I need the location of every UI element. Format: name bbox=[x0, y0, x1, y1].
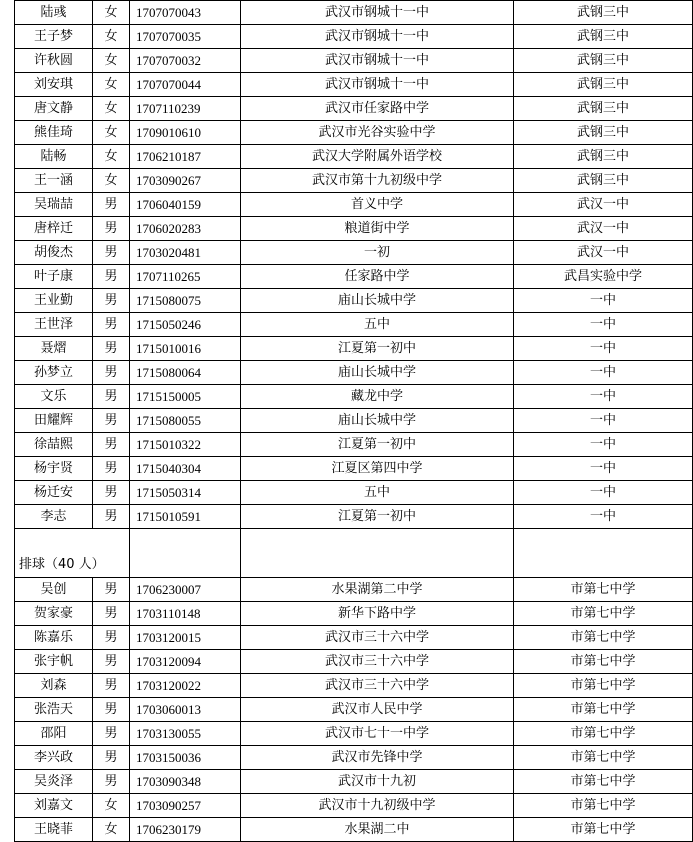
gender-cell: 女 bbox=[93, 97, 130, 121]
admitted-school-cell: 一中 bbox=[514, 337, 693, 361]
junior-school-cell: 五中 bbox=[241, 313, 514, 337]
gender-cell: 男 bbox=[93, 361, 130, 385]
student-name-cell: 叶子康 bbox=[15, 265, 93, 289]
gender-cell: 女 bbox=[93, 25, 130, 49]
student-number-cell: 1707110265 bbox=[130, 265, 241, 289]
student-number-cell: 1715080075 bbox=[130, 289, 241, 313]
table-row bbox=[15, 457, 693, 481]
student-name-cell: 张宇帆 bbox=[15, 650, 93, 674]
junior-school-cell: 武汉市三十六中学 bbox=[241, 650, 514, 674]
table-row bbox=[15, 361, 693, 385]
student-name-cell: 唐梓迁 bbox=[15, 217, 93, 241]
student-number-cell: 1715150005 bbox=[130, 385, 241, 409]
junior-school-cell: 武汉市光谷实验中学 bbox=[241, 121, 514, 145]
student-name-cell: 陆彧 bbox=[15, 1, 93, 25]
gender-cell: 女 bbox=[93, 1, 130, 25]
student-number-cell: 1706230007 bbox=[130, 578, 241, 602]
table-row bbox=[15, 145, 693, 169]
table-cell-empty bbox=[130, 529, 241, 578]
student-number-cell: 1703120022 bbox=[130, 674, 241, 698]
student-number-cell: 1706020283 bbox=[130, 217, 241, 241]
table-row bbox=[15, 818, 693, 842]
table-row bbox=[15, 169, 693, 193]
junior-school-cell: 江夏第一初中 bbox=[241, 433, 514, 457]
student-number-cell: 1703020481 bbox=[130, 241, 241, 265]
student-number-cell: 1703090267 bbox=[130, 169, 241, 193]
student-name-cell: 李志 bbox=[15, 505, 93, 529]
student-number-cell: 1707110239 bbox=[130, 97, 241, 121]
admitted-school-cell: 一中 bbox=[514, 313, 693, 337]
admitted-school-cell: 市第七中学 bbox=[514, 602, 693, 626]
admitted-school-cell: 市第七中学 bbox=[514, 650, 693, 674]
table-row bbox=[15, 193, 693, 217]
table-row bbox=[15, 217, 693, 241]
junior-school-cell: 武汉市三十六中学 bbox=[241, 626, 514, 650]
student-name-cell: 李兴政 bbox=[15, 746, 93, 770]
gender-cell: 男 bbox=[93, 722, 130, 746]
section-header-row bbox=[15, 529, 693, 578]
student-name-cell: 许秋圆 bbox=[15, 49, 93, 73]
student-name-cell: 陆畅 bbox=[15, 145, 93, 169]
table-row bbox=[15, 409, 693, 433]
junior-school-cell: 武汉大学附属外语学校 bbox=[241, 145, 514, 169]
student-name-cell: 胡俊杰 bbox=[15, 241, 93, 265]
gender-cell: 男 bbox=[93, 674, 130, 698]
student-name-cell: 王子梦 bbox=[15, 25, 93, 49]
table-row bbox=[15, 49, 693, 73]
table-row bbox=[15, 433, 693, 457]
table-row bbox=[15, 289, 693, 313]
student-number-cell: 1706230179 bbox=[130, 818, 241, 842]
student-name-cell: 刘嘉文 bbox=[15, 794, 93, 818]
table-row bbox=[15, 241, 693, 265]
student-number-cell: 1707070043 bbox=[130, 1, 241, 25]
junior-school-cell: 武汉市钢城十一中 bbox=[241, 1, 514, 25]
student-number-cell: 1703090257 bbox=[130, 794, 241, 818]
admitted-school-cell: 武钢三中 bbox=[514, 25, 693, 49]
gender-cell: 男 bbox=[93, 481, 130, 505]
gender-cell: 男 bbox=[93, 698, 130, 722]
student-number-cell: 1715050246 bbox=[130, 313, 241, 337]
junior-school-cell: 武汉市钢城十一中 bbox=[241, 25, 514, 49]
student-name-cell: 孙梦立 bbox=[15, 361, 93, 385]
student-name-cell: 陈嘉乐 bbox=[15, 626, 93, 650]
admitted-school-cell: 一中 bbox=[514, 457, 693, 481]
roster-top-section bbox=[15, 1, 693, 529]
junior-school-cell: 武汉市人民中学 bbox=[241, 698, 514, 722]
student-name-cell: 王世泽 bbox=[15, 313, 93, 337]
junior-school-cell: 武汉市十九初级中学 bbox=[241, 794, 514, 818]
student-number-cell: 1707070032 bbox=[130, 49, 241, 73]
student-number-cell: 1715080064 bbox=[130, 361, 241, 385]
table-row bbox=[15, 746, 693, 770]
gender-cell: 女 bbox=[93, 169, 130, 193]
table-row bbox=[15, 25, 693, 49]
gender-cell: 男 bbox=[93, 385, 130, 409]
student-name-cell: 熊佳琦 bbox=[15, 121, 93, 145]
table-row bbox=[15, 313, 693, 337]
roster-section-break bbox=[15, 529, 693, 578]
junior-school-cell: 新华下路中学 bbox=[241, 602, 514, 626]
admitted-school-cell: 市第七中学 bbox=[514, 794, 693, 818]
gender-cell: 男 bbox=[93, 241, 130, 265]
student-number-cell: 1715040304 bbox=[130, 457, 241, 481]
junior-school-cell: 首义中学 bbox=[241, 193, 514, 217]
junior-school-cell: 水果湖第二中学 bbox=[241, 578, 514, 602]
student-name-cell: 王晓菲 bbox=[15, 818, 93, 842]
gender-cell: 男 bbox=[93, 193, 130, 217]
gender-cell: 男 bbox=[93, 337, 130, 361]
gender-cell: 女 bbox=[93, 818, 130, 842]
junior-school-cell: 武汉市三十六中学 bbox=[241, 674, 514, 698]
admitted-school-cell: 一中 bbox=[514, 385, 693, 409]
admitted-school-cell: 一中 bbox=[514, 505, 693, 529]
admitted-school-cell: 武钢三中 bbox=[514, 121, 693, 145]
table-row bbox=[15, 505, 693, 529]
table-row bbox=[15, 578, 693, 602]
table-row bbox=[15, 770, 693, 794]
student-name-cell: 杨宇贤 bbox=[15, 457, 93, 481]
junior-school-cell: 庙山长城中学 bbox=[241, 289, 514, 313]
student-number-cell: 1715050314 bbox=[130, 481, 241, 505]
junior-school-cell: 江夏第一初中 bbox=[241, 337, 514, 361]
junior-school-cell: 江夏区第四中学 bbox=[241, 457, 514, 481]
junior-school-cell: 五中 bbox=[241, 481, 514, 505]
gender-cell: 男 bbox=[93, 265, 130, 289]
student-name-cell: 王业勤 bbox=[15, 289, 93, 313]
admitted-school-cell: 武钢三中 bbox=[514, 1, 693, 25]
admitted-school-cell: 武钢三中 bbox=[514, 49, 693, 73]
gender-cell: 男 bbox=[93, 433, 130, 457]
gender-cell: 男 bbox=[93, 409, 130, 433]
junior-school-cell: 江夏第一初中 bbox=[241, 505, 514, 529]
gender-cell: 女 bbox=[93, 121, 130, 145]
junior-school-cell: 庙山长城中学 bbox=[241, 409, 514, 433]
student-name-cell: 邵阳 bbox=[15, 722, 93, 746]
gender-cell: 女 bbox=[93, 145, 130, 169]
student-number-cell: 1715010591 bbox=[130, 505, 241, 529]
gender-cell: 男 bbox=[93, 602, 130, 626]
table-row bbox=[15, 698, 693, 722]
table-row bbox=[15, 722, 693, 746]
student-number-cell: 1703150036 bbox=[130, 746, 241, 770]
junior-school-cell: 任家路中学 bbox=[241, 265, 514, 289]
student-number-cell: 1703120015 bbox=[130, 626, 241, 650]
junior-school-cell: 粮道街中学 bbox=[241, 217, 514, 241]
student-name-cell: 文乐 bbox=[15, 385, 93, 409]
student-number-cell: 1706210187 bbox=[130, 145, 241, 169]
table-row bbox=[15, 121, 693, 145]
student-number-cell: 1706040159 bbox=[130, 193, 241, 217]
table-row bbox=[15, 674, 693, 698]
gender-cell: 男 bbox=[93, 650, 130, 674]
junior-school-cell: 武汉市第十九初级中学 bbox=[241, 169, 514, 193]
admitted-school-cell: 市第七中学 bbox=[514, 746, 693, 770]
admitted-school-cell: 市第七中学 bbox=[514, 674, 693, 698]
student-name-cell: 徐喆熙 bbox=[15, 433, 93, 457]
table-cell-empty bbox=[514, 529, 693, 578]
gender-cell: 男 bbox=[93, 626, 130, 650]
admitted-school-cell: 武钢三中 bbox=[514, 97, 693, 121]
student-name-cell: 唐文静 bbox=[15, 97, 93, 121]
admitted-school-cell: 市第七中学 bbox=[514, 578, 693, 602]
junior-school-cell: 藏龙中学 bbox=[241, 385, 514, 409]
admitted-school-cell: 市第七中学 bbox=[514, 818, 693, 842]
admitted-school-cell: 武昌实验中学 bbox=[514, 265, 693, 289]
student-number-cell: 1703090348 bbox=[130, 770, 241, 794]
admitted-school-cell: 武钢三中 bbox=[514, 169, 693, 193]
student-number-cell: 1707070044 bbox=[130, 73, 241, 97]
admitted-school-cell: 市第七中学 bbox=[514, 722, 693, 746]
junior-school-cell: 武汉市钢城十一中 bbox=[241, 49, 514, 73]
student-name-cell: 杨迁安 bbox=[15, 481, 93, 505]
table-row bbox=[15, 626, 693, 650]
student-number-cell: 1715010322 bbox=[130, 433, 241, 457]
table-row bbox=[15, 602, 693, 626]
gender-cell: 女 bbox=[93, 794, 130, 818]
student-name-cell: 刘森 bbox=[15, 674, 93, 698]
student-number-cell: 1703130055 bbox=[130, 722, 241, 746]
student-name-cell: 刘安琪 bbox=[15, 73, 93, 97]
student-number-cell: 1707070035 bbox=[130, 25, 241, 49]
junior-school-cell: 庙山长城中学 bbox=[241, 361, 514, 385]
student-name-cell: 田耀辉 bbox=[15, 409, 93, 433]
student-number-cell: 1715010016 bbox=[130, 337, 241, 361]
table-cell-empty bbox=[241, 529, 514, 578]
table-row bbox=[15, 385, 693, 409]
gender-cell: 女 bbox=[93, 49, 130, 73]
table-row bbox=[15, 794, 693, 818]
junior-school-cell: 武汉市十九初 bbox=[241, 770, 514, 794]
student-name-cell: 贺家豪 bbox=[15, 602, 93, 626]
student-name-cell: 吴瑞喆 bbox=[15, 193, 93, 217]
admitted-school-cell: 武钢三中 bbox=[514, 145, 693, 169]
admitted-school-cell: 一中 bbox=[514, 433, 693, 457]
student-number-cell: 1709010610 bbox=[130, 121, 241, 145]
gender-cell: 男 bbox=[93, 505, 130, 529]
table-row bbox=[15, 650, 693, 674]
gender-cell: 男 bbox=[93, 578, 130, 602]
student-name-cell: 张浩天 bbox=[15, 698, 93, 722]
junior-school-cell: 武汉市钢城十一中 bbox=[241, 73, 514, 97]
admitted-school-cell: 武汉一中 bbox=[514, 241, 693, 265]
table-row bbox=[15, 337, 693, 361]
admitted-school-cell: 市第七中学 bbox=[514, 698, 693, 722]
junior-school-cell: 一初 bbox=[241, 241, 514, 265]
student-number-cell: 1703110148 bbox=[130, 602, 241, 626]
gender-cell: 男 bbox=[93, 313, 130, 337]
student-number-cell: 1703060013 bbox=[130, 698, 241, 722]
student-name-cell: 王一涵 bbox=[15, 169, 93, 193]
gender-cell: 女 bbox=[93, 73, 130, 97]
admitted-school-cell: 一中 bbox=[514, 481, 693, 505]
gender-cell: 男 bbox=[93, 289, 130, 313]
admitted-school-cell: 市第七中学 bbox=[514, 626, 693, 650]
table-row bbox=[15, 265, 693, 289]
junior-school-cell: 武汉市任家路中学 bbox=[241, 97, 514, 121]
roster-volleyball-section bbox=[15, 578, 693, 842]
admitted-school-cell: 武汉一中 bbox=[514, 193, 693, 217]
student-name-cell: 吴炎泽 bbox=[15, 770, 93, 794]
section-label-volleyball: 排球（40 人） bbox=[15, 529, 130, 578]
gender-cell: 男 bbox=[93, 457, 130, 481]
student-name-cell: 聂熠 bbox=[15, 337, 93, 361]
admitted-school-cell: 武钢三中 bbox=[514, 73, 693, 97]
student-roster-table bbox=[14, 0, 693, 842]
gender-cell: 男 bbox=[93, 770, 130, 794]
student-number-cell: 1715080055 bbox=[130, 409, 241, 433]
gender-cell: 男 bbox=[93, 746, 130, 770]
student-number-cell: 1703120094 bbox=[130, 650, 241, 674]
junior-school-cell: 武汉市七十一中学 bbox=[241, 722, 514, 746]
table-row bbox=[15, 1, 693, 25]
admitted-school-cell: 一中 bbox=[514, 361, 693, 385]
student-name-cell: 吴创 bbox=[15, 578, 93, 602]
junior-school-cell: 水果湖二中 bbox=[241, 818, 514, 842]
admitted-school-cell: 一中 bbox=[514, 289, 693, 313]
table-row bbox=[15, 97, 693, 121]
junior-school-cell: 武汉市先锋中学 bbox=[241, 746, 514, 770]
table-row bbox=[15, 73, 693, 97]
admitted-school-cell: 一中 bbox=[514, 409, 693, 433]
table-row bbox=[15, 481, 693, 505]
gender-cell: 男 bbox=[93, 217, 130, 241]
admitted-school-cell: 武汉一中 bbox=[514, 217, 693, 241]
admitted-school-cell: 市第七中学 bbox=[514, 770, 693, 794]
